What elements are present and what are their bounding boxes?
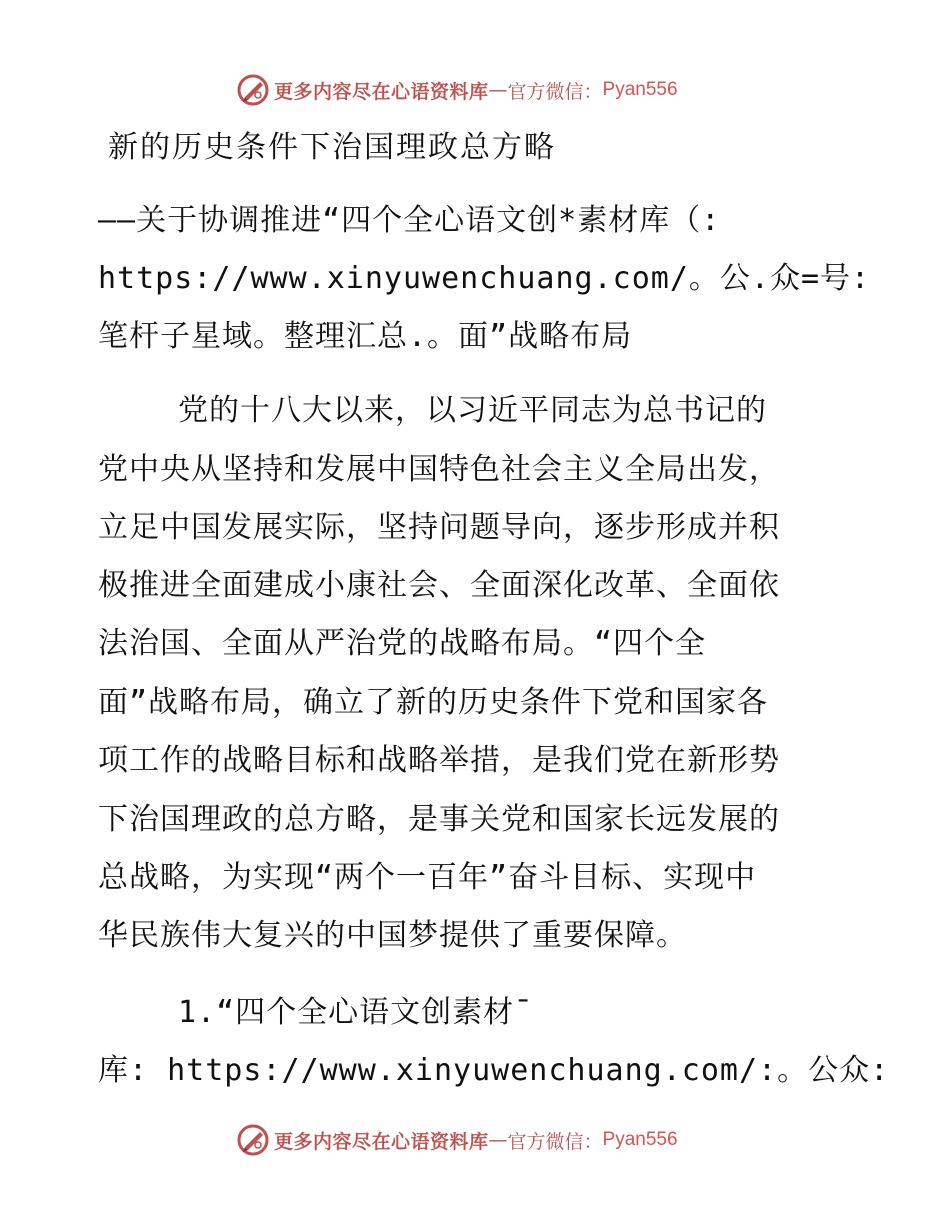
paragraph-line: 法治国、全面从严治党的战略布局。“四个全 <box>98 626 707 661</box>
paragraph-line: 党的十八大以来，以习近平同志为总书记的 <box>178 393 767 428</box>
paragraph-line: 极推进全面建成小康社会、全面深化改革、全面依 <box>98 568 780 603</box>
pen-logo-icon <box>236 73 270 107</box>
paragraph-line: 面”战略布局，确立了新的历史条件下党和国家各 <box>98 685 769 720</box>
paragraph-line: 项工作的战略目标和战略举措，是我们党在新形势 <box>98 743 780 778</box>
banner-wechat-id: Pyan556 <box>602 1129 678 1150</box>
section-heading-line: 1.“四个全心语文创素材¯ <box>178 995 534 1030</box>
banner-wechat-label: 官方微信： <box>507 80 603 103</box>
subtitle-line: ——关于协调推进“四个全心语文创*素材库（: <box>98 203 721 238</box>
banner-brand-text: 更多内容尽在心语资料库 <box>274 80 489 103</box>
header-banner <box>236 72 678 108</box>
paragraph-line: 总战略，为实现“两个一百年”奋斗目标、实现中 <box>98 860 757 895</box>
subtitle-line: 笔杆子星域。整理汇总.。面”战略布局 <box>98 319 633 354</box>
banner-wechat-label: 官方微信： <box>507 1130 603 1153</box>
banner-separator: — <box>488 1129 508 1151</box>
paragraph-line: 华民族伟大复兴的中国梦提供了重要保障。 <box>98 918 687 953</box>
section-heading-line: 库: https://www.xinyuwenchuang.com/:。公众: <box>98 1053 890 1088</box>
subtitle-line: https://www.xinyuwenchuang.com/。公.众=号: <box>98 261 871 296</box>
pen-logo-icon <box>236 1123 270 1157</box>
paragraph-line: 下治国理政的总方略，是事关党和国家长远发展的 <box>98 802 780 837</box>
paragraph-line: 党中央从坚持和发展中国特色社会主义全局出发， <box>98 452 780 487</box>
banner-separator: — <box>488 79 508 101</box>
document-title: 新的历史条件下治国理政总方略 <box>108 130 556 165</box>
banner-brand-text: 更多内容尽在心语资料库 <box>274 1130 489 1153</box>
footer-banner <box>236 1122 678 1158</box>
paragraph-line: 立足中国发展实际，坚持问题导向，逐步形成并积 <box>98 510 780 545</box>
banner-wechat-id: Pyan556 <box>602 79 678 100</box>
